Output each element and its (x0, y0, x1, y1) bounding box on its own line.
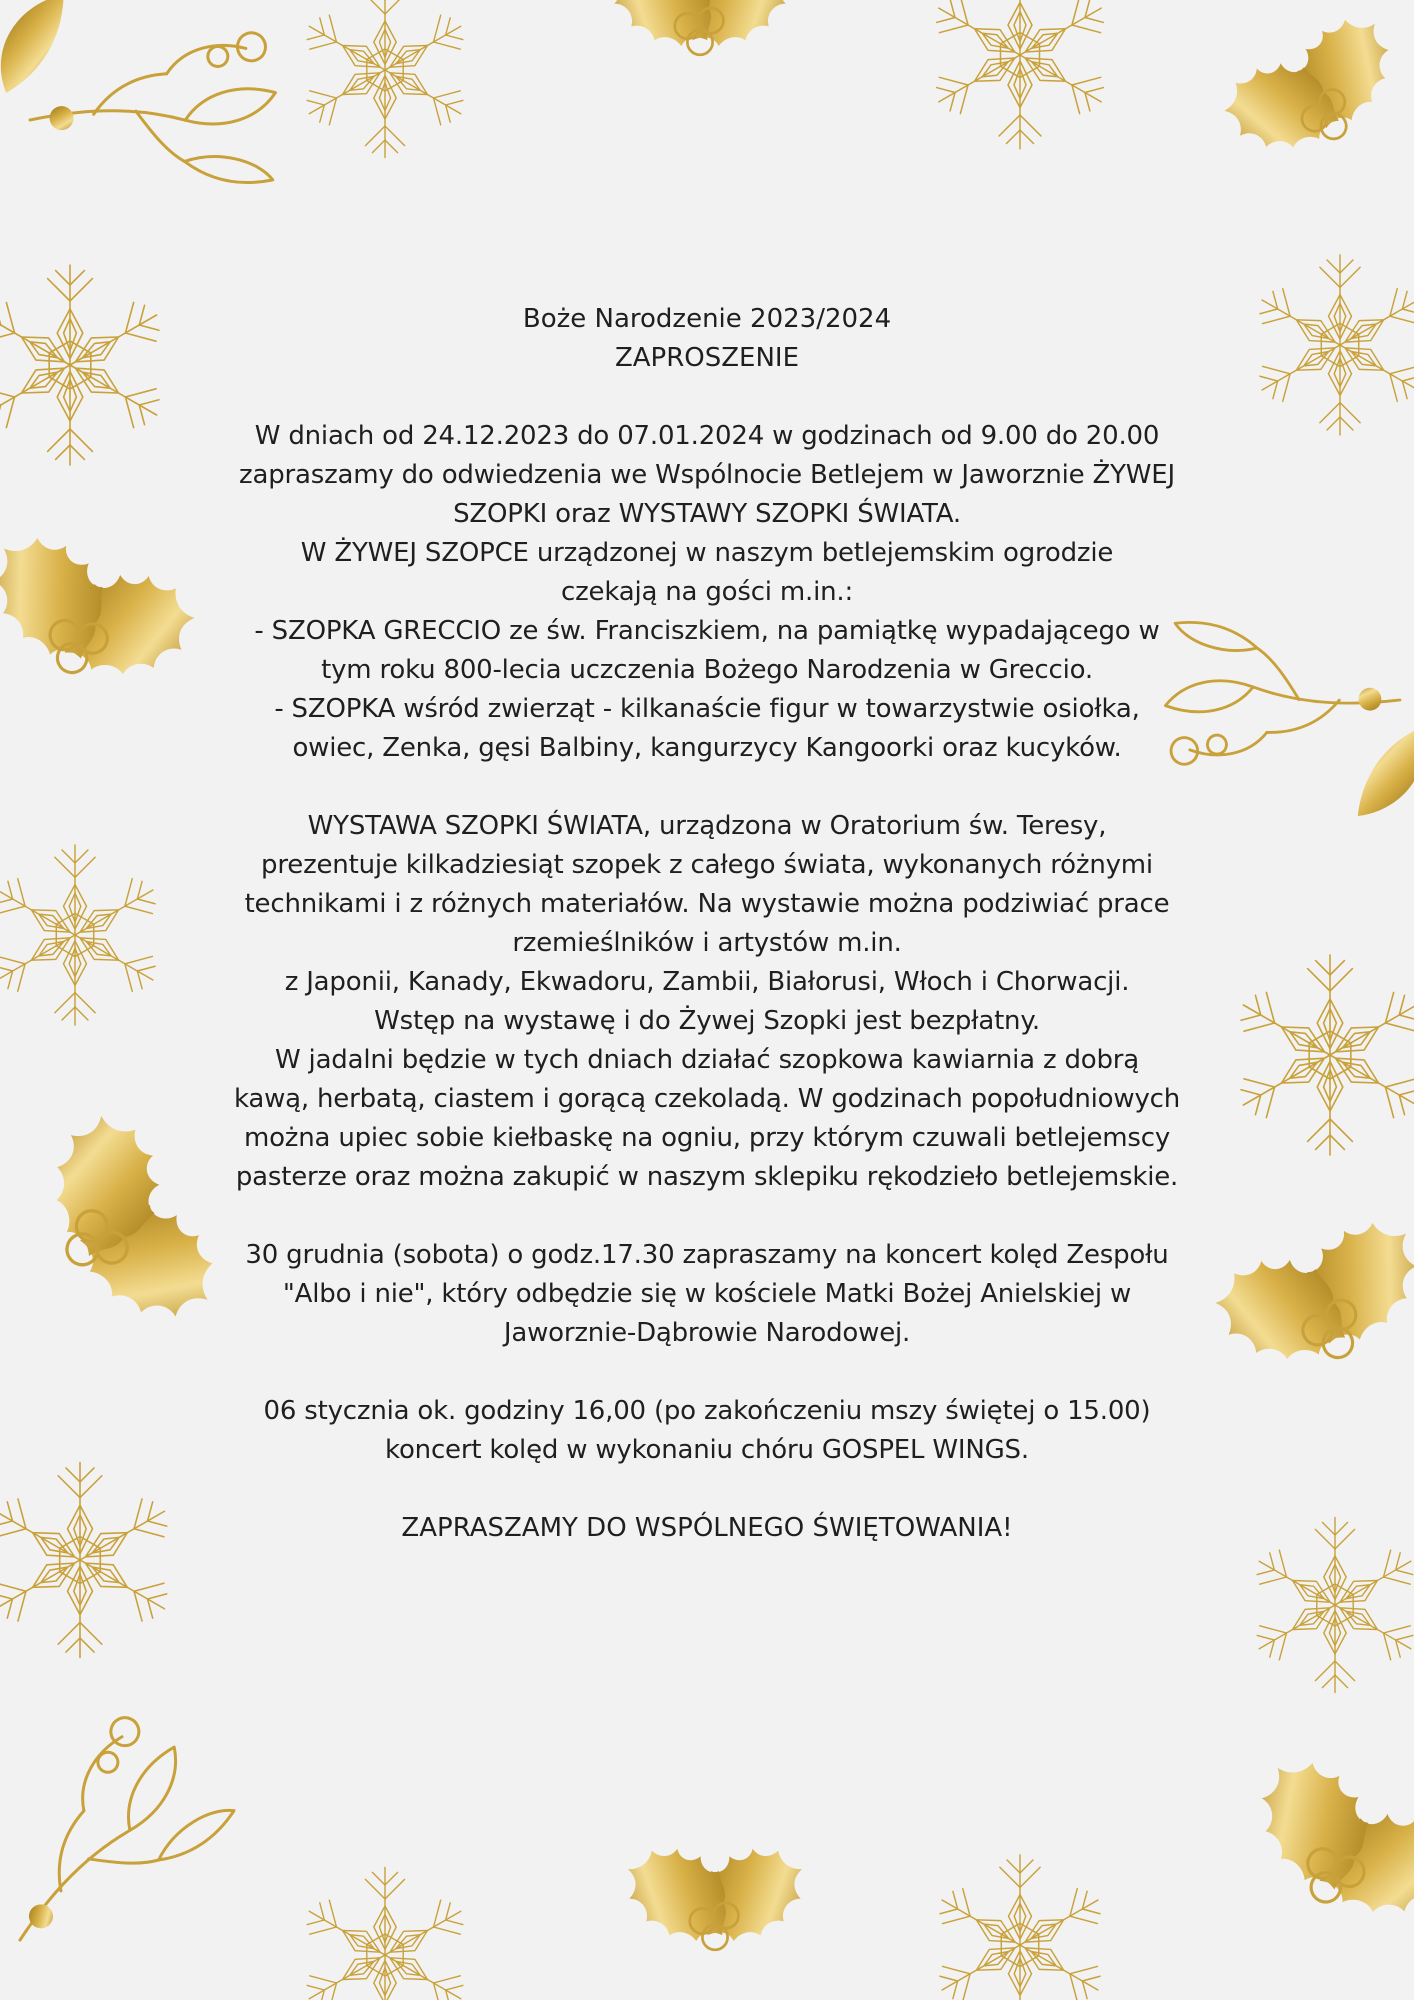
snowflake-icon (299, 0, 470, 158)
text-line: - SZOPKA GRECCIO ze św. Franciszkiem, na pamiątkę wypadającego w (254, 616, 1160, 646)
holly-icon (0, 494, 232, 727)
snowflake-icon (928, 0, 1111, 149)
text-line: SZOPKI oraz WYSTAWY SZOPKI ŚWIATA. (453, 499, 961, 529)
snowflake-icon (1249, 1518, 1414, 1693)
text-line: czekają na gości m.in.: (560, 577, 854, 607)
snowflake-icon (0, 265, 168, 465)
section-nativity-scene (220, 417, 1194, 768)
section-concert-january (220, 1392, 1194, 1470)
text-line: 06 stycznia ok. godziny 16,00 (po zakończeniu mszy świętej o 15.00) (263, 1396, 1151, 1426)
text-line: Wstęp na wystawę i do Żywej Szopki jest bezpłatny. (374, 1006, 1040, 1036)
holly-icon (609, 1826, 820, 1961)
text-line: tym roku 800-lecia uczczenia Bożego Narodzenia w Greccio. (321, 655, 1093, 685)
text-line: W dniach od 24.12.2023 do 07.01.2024 w godzinach od 9.00 do 20.00 (254, 421, 1160, 451)
berry-branch-icon (0, 1692, 240, 1969)
invitation-text (220, 300, 1194, 1548)
text-line: - SZOPKA wśród zwierząt - kilkanaście figur w towarzystwie osiołka, (274, 694, 1140, 724)
text-line: zapraszamy do odwiedzenia we Wspólnocie Betlejem w Jaworznie ŻYWEJ (239, 460, 1175, 490)
text-line: W ŻYWEJ SZOPCE urządzonej w naszym betlejemskim ogrodzie (300, 538, 1114, 568)
holly-icon (1205, 1714, 1414, 1974)
snowflake-icon (299, 1868, 470, 2000)
section-exhibition (220, 807, 1194, 1197)
snowflake-icon (932, 1855, 1108, 2000)
section-concert-december (220, 1236, 1194, 1353)
text-line: pasterze oraz można zakupić w naszym sklepiku rękodzieło betlejemskie. (235, 1162, 1179, 1192)
text-line: owiec, Zenka, gęsi Balbiny, kangurzycy Kangoorki oraz kucyków. (292, 733, 1122, 763)
snowflake-icon (1252, 255, 1414, 435)
snowflake-icon (0, 845, 163, 1025)
holly-icon (1187, 0, 1414, 200)
text-line: WYSTAWA SZOPKI ŚWIATA, urządzona w Oratorium św. Teresy, (307, 811, 1107, 841)
text-line: koncert kolęd w wykonaniu chóru GOSPEL WINGS. (385, 1435, 1029, 1465)
text-line: z Japonii, Kanady, Ekwadoru, Zambii, Białorusi, Włoch i Chorwacji. (284, 967, 1130, 997)
text-line: technikami i z różnych materiałów. Na wystawie można podziwiać prace (244, 889, 1170, 919)
text-line: W jadalni będzie w tych dniach działać szopkowa kawiarnia z dobrą (274, 1045, 1140, 1075)
text-line: prezentuje kilkadziesiąt szopek z całego świata, wykonanych różnymi (261, 850, 1153, 880)
snowflake-icon (0, 1463, 175, 1658)
snowflake-icon (1232, 955, 1414, 1155)
text-line: rzemieślników i artystów m.in. (512, 928, 902, 958)
text-line: 30 grudnia (sobota) o godz.17.30 zapraszamy na koncert kolęd Zespołu (245, 1240, 1169, 1270)
closing-line: ZAPRASZAMY DO WSPÓLNEGO ŚWIĘTOWANIA! (401, 1513, 1013, 1543)
page-subtitle: ZAPROSZENIE (614, 343, 800, 373)
berry-branch-icon (0, 0, 308, 192)
text-line: "Albo i nie", który odbędzie się w kościele Matki Bożej Anielskiej w (282, 1279, 1132, 1309)
holly-icon (594, 0, 805, 67)
text-line: można upiec sobie kiełbaskę na ogniu, przy którym czuwali betlejemscy (243, 1123, 1171, 1153)
text-line: kawą, herbatą, ciastem i gorącą czekoladą. W godzinach popołudniowych (233, 1084, 1181, 1114)
page-title: Boże Narodzenie 2023/2024 (522, 304, 892, 334)
text-line: Jaworznie-Dąbrowie Narodowej. (503, 1318, 911, 1348)
holly-icon (1178, 1179, 1414, 1412)
